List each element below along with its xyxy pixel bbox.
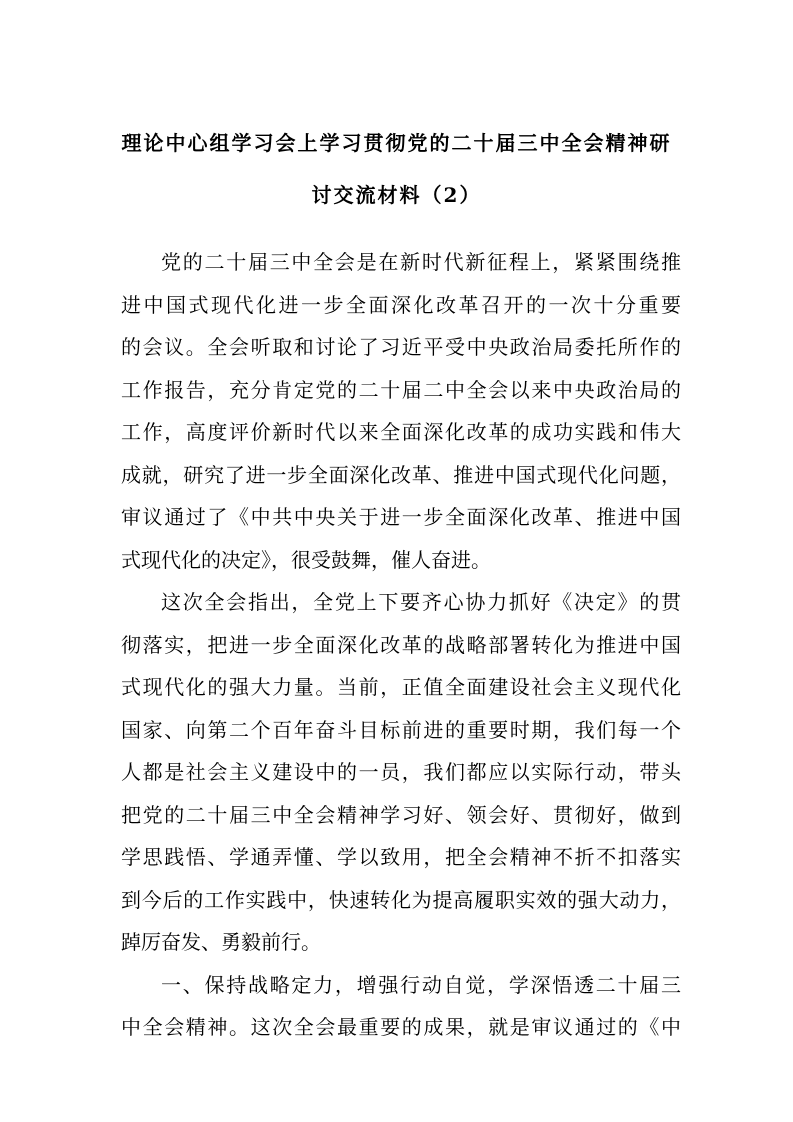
paragraph-3 bbox=[121, 964, 681, 1049]
paragraph-line: 工作报告，充分肯定党的二十届二中全会以来中央政治局的 bbox=[121, 377, 681, 402]
paragraph-line: 式现代化的决定》，很受鼓舞，催人奋进。 bbox=[121, 547, 491, 572]
paragraph-line: 到今后的工作实践中，快速转化为提高履职实效的强大动力， bbox=[121, 887, 681, 912]
paragraph-line: 进中国式现代化进一步全面深化改革召开的一次十分重要 bbox=[121, 292, 681, 317]
paragraph-line: 把党的二十届三中全会精神学习好、领会好、贯彻好，做到 bbox=[121, 802, 681, 827]
paragraph-1 bbox=[121, 241, 681, 581]
paragraph-line: 学思践悟、学通弄懂、学以致用，把全会精神不折不扣落实 bbox=[121, 845, 681, 869]
paragraph-line: 人都是社会主义建设中的一员，我们都应以实际行动，带头 bbox=[121, 760, 681, 784]
paragraph-line: 党的二十届三中全会是在新时代新征程上，紧紧围绕推 bbox=[161, 250, 681, 274]
paragraph-2 bbox=[121, 581, 681, 964]
paragraph-line: 工作，高度评价新时代以来全面深化改革的成功实践和伟大 bbox=[121, 420, 681, 444]
paragraph-line: 彻落实，把进一步全面深化改革的战略部署转化为推进中国 bbox=[121, 632, 681, 657]
document-title-line-2: 讨交流材料（2） bbox=[311, 183, 482, 207]
paragraph-line: 中全会精神。这次全会最重要的成果，就是审议通过的《中 bbox=[121, 1015, 681, 1039]
document-body bbox=[121, 241, 681, 1049]
paragraph-line: 这次全会指出，全党上下要齐心协力抓好《决定》的贯 bbox=[161, 590, 681, 614]
document-title-line-1: 理论中心组学习会上学习贯彻党的二十届三中全会精神研 bbox=[121, 131, 672, 155]
paragraph-line: 审议通过了《中共中央关于进一步全面深化改革、推进中国 bbox=[121, 505, 681, 529]
paragraph-line: 一、保持战略定力，增强行动自觉，学深悟透二十届三 bbox=[161, 972, 681, 997]
paragraph-line: 踔厉奋发、勇毅前行。 bbox=[121, 930, 321, 954]
paragraph-line: 式现代化的强大力量。当前，正值全面建设社会主义现代化 bbox=[121, 675, 681, 699]
paragraph-line: 成就，研究了进一步全面深化改革、推进中国式现代化问题， bbox=[121, 462, 681, 487]
paragraph-line: 的会议。全会听取和讨论了习近平受中央政治局委托所作的 bbox=[121, 335, 681, 359]
paragraph-line: 国家、向第二个百年奋斗目标前进的重要时期，我们每一个 bbox=[121, 717, 681, 742]
